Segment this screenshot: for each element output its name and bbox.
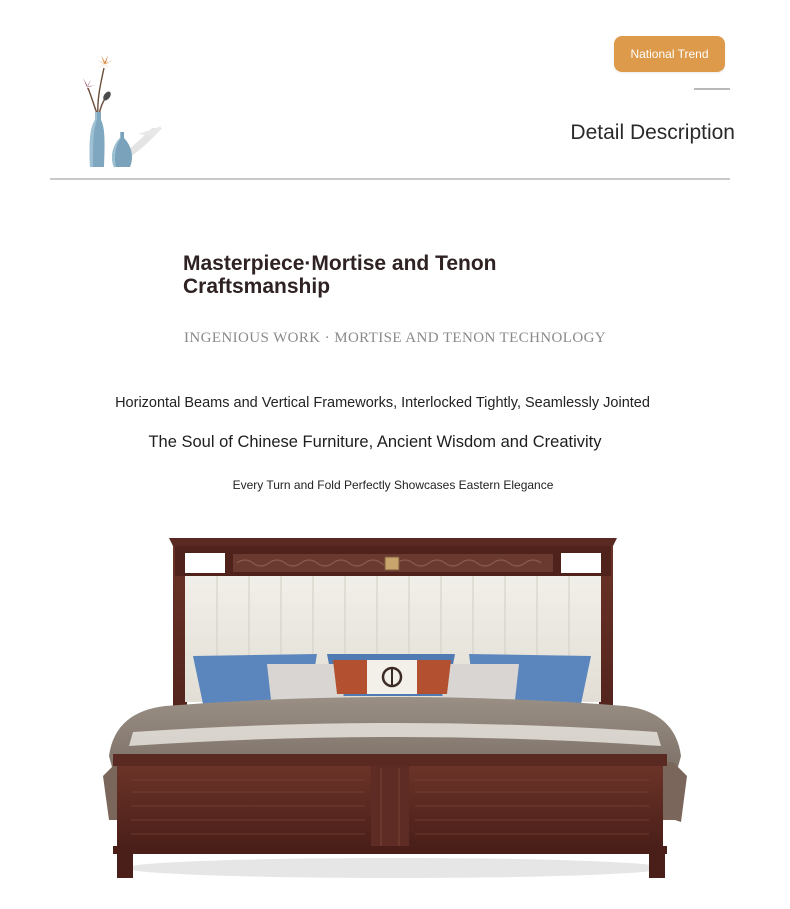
- bed-image: [95, 530, 695, 890]
- description-line-1: Horizontal Beams and Vertical Frameworks, Interlocked Tightly, Seamlessly Jointed: [115, 395, 650, 411]
- national-trend-badge[interactable]: National Trend: [614, 36, 725, 72]
- headline: Masterpiece·Mortise and Tenon Craftsmanship: [183, 252, 497, 298]
- subheadline: INGENIOUS WORK · MORTISE AND TENON TECHNOLOGY: [183, 330, 607, 346]
- description-line-2: The Soul of Chinese Furniture, Ancient Wisdom and Creativity: [148, 433, 602, 451]
- section-title: Detail Description: [570, 121, 735, 144]
- description-line-3: Every Turn and Fold Perfectly Showcases Eastern Elegance: [232, 478, 554, 492]
- title-accent-rule: [694, 88, 730, 90]
- flower-vase-icon: [72, 50, 172, 172]
- header-divider: [50, 178, 730, 180]
